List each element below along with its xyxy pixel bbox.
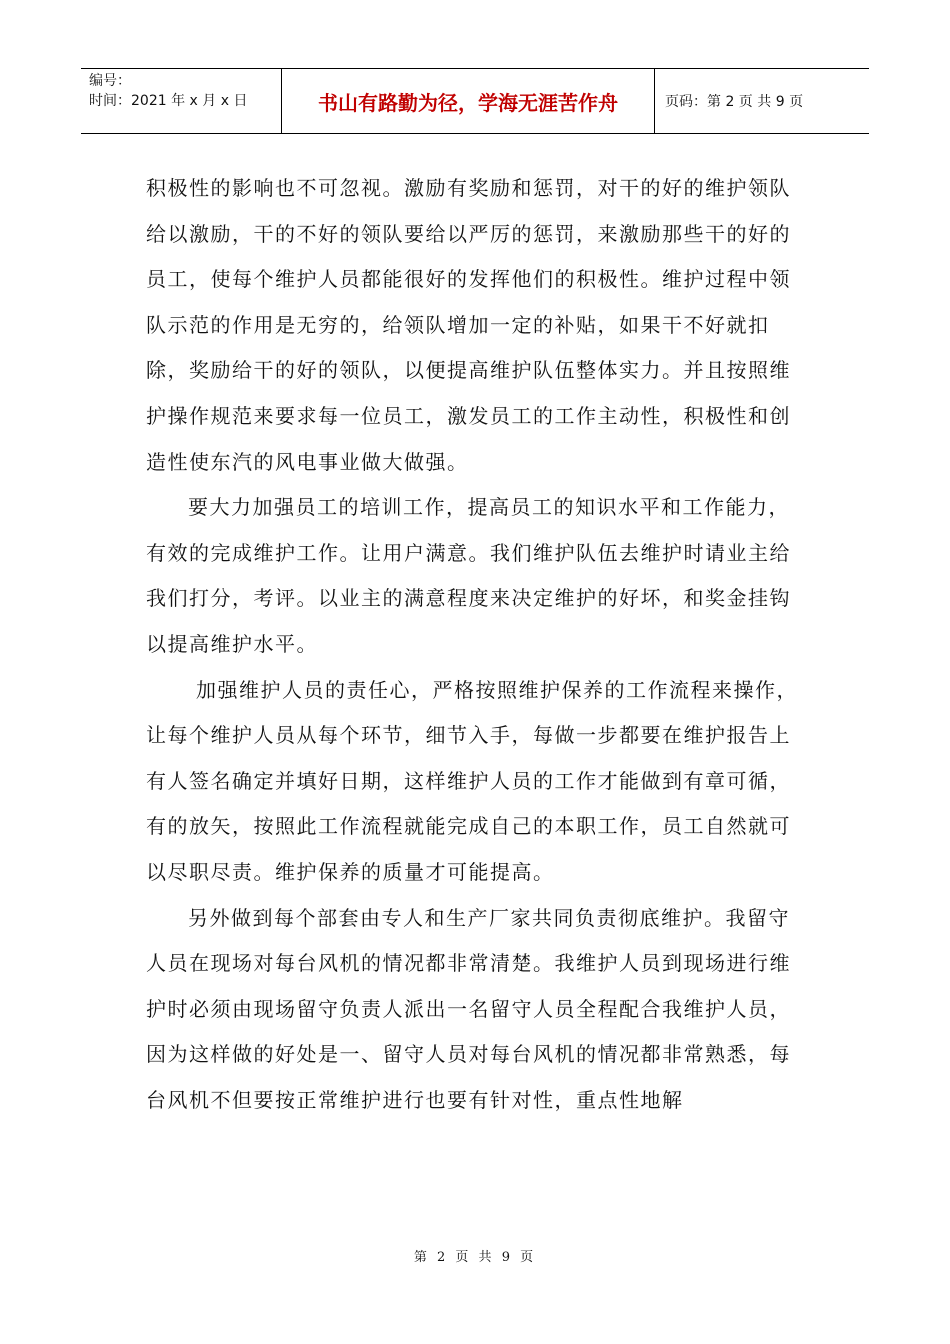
header-meta (81, 69, 282, 133)
number-label: 编号： (89, 73, 131, 89)
paragraph-1: 积极性的影响也不可忽视。激励有奖励和惩罚，对干的好的维护领队给以激励，干的不好的领队要给以严厉的惩罚，来激励那些干的好的员工，使每个维护人员都能很好的发挥他们的积极性。维护过程中领队示范的作用是无穷的，给领队增加一定的补贴，如果干不好就扣除，奖励给干的好的领队，以便提高维护队伍整体实力。并且按照维护操作规范来要求每一位员工，激发员工的工作主动性，积极性和创造性使东汽的风电事业做大做强。 (146, 176, 791, 474)
document-body (146, 166, 808, 1123)
paragraph-4: 另外做到每个部套由专人和生产厂家共同负责彻底维护。我留守人员在现场对每台风机的情况都非常清楚。我维护人员到现场进行维护时必须由现场留守负责人派出一名留守人员全程配合我维护人员，因为这样做的好处是一、留守人员对每台风机的情况都非常熟悉，每台风机不但要按正常维护进行也要有针对性，重点性地解 (146, 905, 791, 1112)
header-page-info: 页码：第 2 页 共 9 页 (665, 94, 804, 110)
document-header (81, 68, 869, 134)
page-footer: 第 2 页 共 9 页 (413, 1250, 537, 1265)
header-motto: 书山有路勤为径，学海无涯苦作舟 (282, 69, 655, 133)
date-label: 时间：2021 年 x 月 x 日 (89, 93, 248, 109)
paragraph-3: 加强维护人员的责任心，严格按照维护保养的工作流程来操作，让每个维护人员从每个环节，细节入手，每做一步都要在维护报告上有人签名确定并填好日期，这样维护人员的工作才能做到有章可循，有的放矢，按照此工作流程就能完成自己的本职工作，员工自然就可以尽职尽责。维护保养的质量才可能提高。 (146, 677, 798, 884)
paragraph-2: 要大力加强员工的培训工作，提高员工的知识水平和工作能力，有效的完成维护工作。让用户满意。我们维护队伍去维护时请业主给我们打分，考评。以业主的满意程度来决定维护的好坏，和奖金挂钩以提高维护水平。 (146, 495, 791, 656)
